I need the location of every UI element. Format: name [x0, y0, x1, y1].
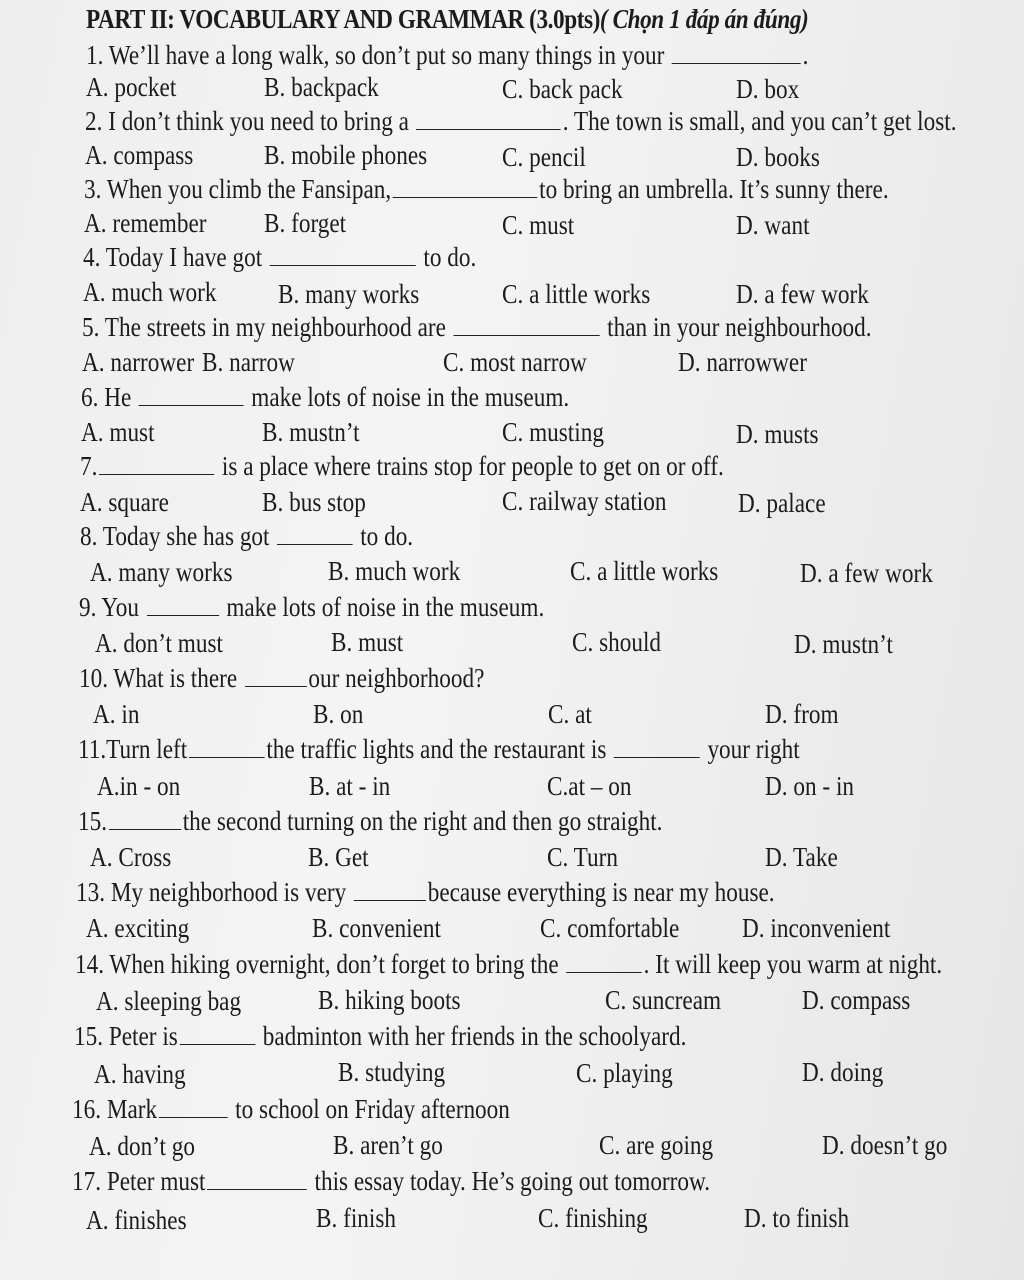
option-d: D. inconvenient [742, 913, 891, 943]
question-text-end: this essay today. He’s going out tomorrow. [314, 1166, 711, 1196]
option-b: B. hiking boots [318, 985, 461, 1015]
option-a: A. in [93, 699, 140, 729]
answer-blank-1 [189, 739, 265, 758]
question-text: 3. When you climb the Fansipan, [84, 174, 392, 204]
question-text-end: make lots of noise in the museum. [251, 382, 570, 412]
answer-blank [393, 179, 537, 198]
option-b: B. at - in [309, 771, 391, 801]
option-d: D. to finish [744, 1203, 850, 1233]
option-d: D. palace [738, 488, 826, 518]
option-a: A. don’t go [89, 1131, 196, 1161]
option-d: D. box [736, 74, 800, 104]
answer-blank [270, 247, 416, 266]
option-d: D. want [736, 210, 810, 240]
answer-blank [109, 811, 181, 830]
option-c: C. Turn [547, 842, 619, 872]
option-d: D. mustn’t [794, 629, 893, 659]
question-text-end: . The town is small, and you can’t get lost. [562, 106, 957, 136]
option-b: B. on [313, 699, 364, 729]
option-b: B. finish [316, 1203, 396, 1233]
option-d: D. from [765, 699, 839, 729]
question-text: 5. The streets in my neighbourhood are [82, 312, 446, 342]
option-a: A. much work [83, 277, 217, 307]
option-a: A. many works [90, 557, 233, 587]
option-b: B. mobile phones [264, 140, 428, 170]
question-10 [79, 663, 484, 694]
question-14 [75, 949, 942, 980]
question-text: 15. [78, 806, 108, 836]
question-text-middle: the traffic lights and the restaurant is [266, 734, 607, 764]
question-text: 1. We’ll have a long walk, so don’t put so many things in your [86, 40, 665, 70]
option-c: C.at – on [547, 771, 632, 801]
option-b: B. much work [328, 556, 461, 586]
question-17 [72, 1166, 710, 1197]
option-c: C. a little works [502, 279, 651, 309]
answer-blank [207, 1171, 307, 1190]
question-text-end: our neighborhood? [308, 663, 485, 693]
question-text-end: badminton with her friends in the schoolyard. [262, 1021, 687, 1051]
option-a: A. pocket [86, 72, 177, 102]
question-7 [80, 451, 724, 482]
option-c: C. back pack [502, 74, 623, 104]
section-title-note: ( Chọn 1 đáp án đúng) [599, 4, 809, 34]
option-d: D. a few work [736, 279, 869, 309]
option-b: B. forget [264, 208, 347, 238]
question-6 [81, 382, 569, 413]
option-c: C. comfortable [540, 913, 680, 943]
option-a: A. having [94, 1059, 186, 1089]
answer-blank [180, 1026, 256, 1045]
question-text: 8. Today she has got [80, 521, 270, 551]
option-d: D. doesn’t go [822, 1130, 948, 1160]
question-2 [85, 106, 957, 137]
option-b: B. Get [308, 842, 369, 872]
answer-blank [672, 45, 801, 64]
option-d: D. a few work [800, 558, 933, 588]
question-text-end: is a place where trains stop for people to get on or off. [221, 451, 724, 481]
question-9 [79, 592, 544, 623]
option-c: C. must [502, 210, 575, 240]
option-d: D. books [736, 142, 820, 172]
question-text: 4. Today I have got [83, 242, 263, 272]
question-text: 10. What is there [79, 663, 238, 693]
question-text-end: . It will keep you warm at night. [643, 949, 943, 979]
question-text-end: your right [707, 734, 800, 764]
option-c: C. musting [502, 417, 604, 447]
option-a: A. square [80, 487, 169, 517]
answer-blank [159, 1099, 228, 1118]
option-b: B. backpack [264, 72, 379, 102]
answer-blank [139, 387, 244, 406]
question-text-end: make lots of noise in the museum. [226, 592, 545, 622]
option-c: C. are going [599, 1130, 714, 1160]
question-3 [84, 174, 889, 205]
option-a: A. compass [85, 140, 194, 170]
option-d: D. compass [802, 985, 911, 1015]
answer-blank [566, 954, 642, 973]
option-b: B. aren’t go [333, 1130, 443, 1160]
answer-blank [354, 882, 426, 901]
option-b: B. must [331, 627, 404, 657]
option-c: C. railway station [502, 486, 667, 516]
question-text: 17. Peter must [72, 1166, 206, 1196]
question-text: 13. My neighborhood is very [76, 877, 347, 907]
question-15 [74, 1021, 686, 1052]
question-11 [78, 734, 800, 765]
option-a: A. exciting [86, 913, 190, 943]
question-text: 14. When hiking overnight, don’t forget to bring the [75, 949, 559, 979]
question-text-end: than in your neighbourhood. [607, 312, 872, 342]
option-b: B. studying [338, 1057, 446, 1087]
option-b: B. narrow [202, 347, 295, 377]
question-5 [82, 312, 872, 343]
question-text: 7. [80, 451, 98, 481]
option-b: B. convenient [312, 913, 441, 943]
option-b: B. many works [278, 279, 420, 309]
question-4 [83, 242, 476, 273]
question-text-end: . [802, 40, 809, 70]
option-a: A. must [81, 417, 155, 447]
question-text-end: to do. [423, 242, 477, 272]
question-text: 15. Peter is [74, 1021, 178, 1051]
option-a: A. Cross [90, 842, 172, 872]
section-title-main: PART II: VOCABULARY AND GRAMMAR (3.0pts) [86, 4, 600, 34]
option-c: C. playing [576, 1058, 673, 1088]
answer-blank [245, 668, 307, 687]
question-13 [76, 877, 775, 908]
option-c: C. at [548, 699, 592, 729]
question-8 [80, 521, 413, 552]
question-text-end: to school on Friday afternoon [235, 1094, 510, 1124]
option-c: C. pencil [502, 142, 586, 172]
question-16 [72, 1094, 510, 1125]
option-d: D. Take [765, 842, 838, 872]
question-text-end: the second turning on the right and then go straight. [182, 806, 663, 836]
option-a: A. remember [84, 208, 207, 238]
option-a: A. don’t must [95, 628, 223, 658]
option-a: A. finishes [86, 1205, 187, 1235]
option-b: B. mustn’t [262, 417, 360, 447]
answer-blank-2 [614, 739, 700, 758]
option-c: C. a little works [570, 556, 719, 586]
answer-blank [416, 111, 560, 130]
option-c: C. finishing [538, 1203, 648, 1233]
section-title [86, 4, 808, 35]
answer-blank [99, 456, 214, 475]
question-text: 16. Mark [72, 1094, 158, 1124]
option-d: D. on - in [765, 771, 855, 801]
question-text: 11.Turn left [78, 734, 188, 764]
option-c: C. should [572, 627, 662, 657]
option-a: A. sleeping bag [96, 986, 242, 1016]
question-text-end: because everything is near my house. [427, 877, 775, 907]
option-b: B. bus stop [262, 487, 366, 517]
option-d: D. doing [802, 1057, 884, 1087]
question-text-end: to do. [360, 521, 414, 551]
answer-blank [453, 317, 599, 336]
question-text: 2. I don’t think you need to bring a [85, 106, 409, 136]
question-text: 9. You [79, 592, 140, 622]
question-text-end: to bring an umbrella. It’s sunny there. [539, 174, 889, 204]
question-text: 6. He [81, 382, 132, 412]
option-d: D. musts [736, 419, 819, 449]
answer-blank [147, 597, 219, 616]
option-c: C. suncream [605, 985, 722, 1015]
option-d: D. narrowwer [678, 347, 807, 377]
question-1 [86, 40, 808, 71]
answer-blank [277, 526, 353, 545]
option-c: C. most narrow [443, 347, 587, 377]
option-a: A. narrower [82, 347, 195, 377]
question-12 [78, 806, 662, 837]
option-a: A.in - on [97, 771, 181, 801]
